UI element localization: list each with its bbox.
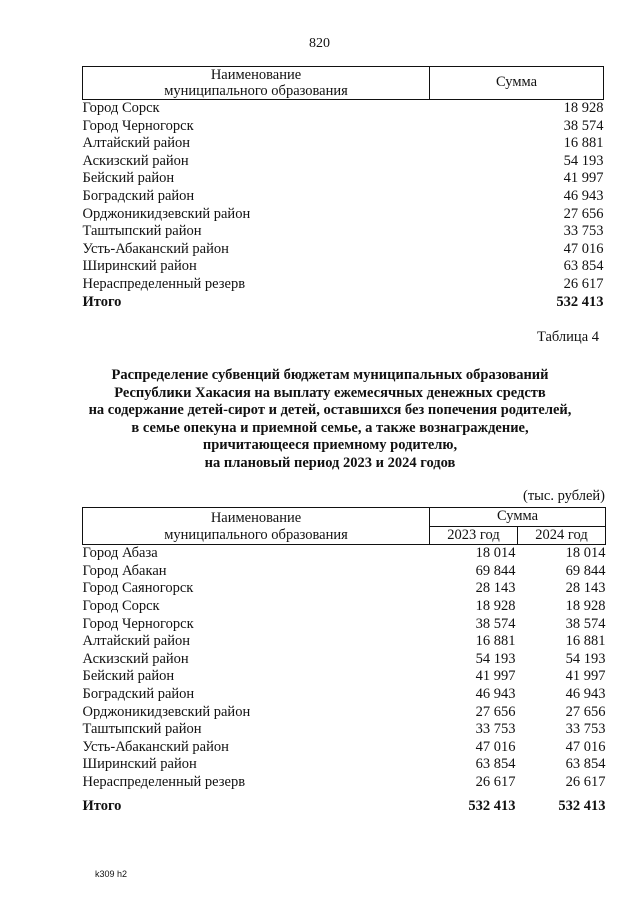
row-name: Город Сорск	[82, 100, 160, 116]
row-value-2023: 26 617	[475, 773, 516, 790]
table-2	[82, 507, 606, 815]
row-value: 54 193	[563, 152, 604, 169]
total-value: 532 413	[556, 293, 604, 310]
table-label: Таблица 4	[536, 329, 599, 345]
title-line: в семье опекуна и приемной семье, а также вознаграждение,	[131, 419, 529, 436]
row-value-2024: 28 143	[565, 580, 606, 597]
row-name: Город Сорск	[82, 597, 160, 614]
row-name: Орджоникидзевский район	[82, 205, 251, 222]
table-row	[83, 633, 606, 651]
row-name: Аскизский район	[82, 152, 189, 169]
title-line: Республики Хакасия на выплату ежемесячных денежных средств	[114, 384, 546, 401]
row-value-2024: 69 844	[565, 562, 606, 579]
table-2-header-2024: 2024 год	[518, 526, 606, 545]
row-name: Алтайский район	[82, 135, 190, 152]
table-row	[83, 258, 604, 276]
row-name: Таштыпский район	[82, 721, 202, 738]
row-value-2024: 27 656	[565, 703, 606, 720]
row-value-2023: 46 943	[475, 685, 516, 702]
row-value-2023: 63 854	[475, 756, 516, 773]
table-row	[83, 241, 604, 259]
units-label: (тыс. рублей)	[523, 488, 605, 504]
total-label: Итого	[82, 797, 122, 814]
row-name: Город Черногорск	[82, 117, 194, 134]
row-value-2024: 47 016	[565, 738, 606, 755]
row-value-2024: 26 617	[565, 773, 606, 790]
row-name: Орджоникидзевский район	[82, 703, 251, 720]
table-row	[83, 118, 604, 136]
row-value-2024: 33 753	[565, 721, 606, 738]
table-row	[83, 651, 606, 669]
row-value-2023: 41 997	[475, 668, 516, 685]
row-value-2024: 16 881	[565, 633, 606, 650]
row-name: Город Саяногорск	[82, 580, 194, 597]
table-row	[83, 756, 606, 774]
table-row	[83, 774, 606, 792]
row-name: Нераспределенный резерв	[82, 773, 246, 790]
row-name: Город Черногорск	[82, 615, 194, 632]
table-row	[83, 153, 604, 171]
table-row	[83, 598, 606, 616]
table-2-body	[83, 545, 606, 815]
total-row	[83, 294, 604, 312]
title-line: Распределение субвенций бюджетам муниципальных образований	[111, 367, 549, 383]
total-label: Итого	[82, 293, 122, 310]
row-name: Боградский район	[82, 685, 195, 702]
row-value-2024: 18 928	[565, 597, 606, 614]
row-value-2023: 27 656	[475, 703, 516, 720]
table-row	[83, 739, 606, 757]
row-value-2023: 38 574	[475, 615, 516, 632]
table-1-header-name: Наименование муниципального образования	[83, 67, 430, 100]
table-row	[83, 563, 606, 581]
table-1-header	[83, 67, 604, 100]
row-name: Бейский район	[82, 668, 175, 685]
table-2-header-row-1	[83, 508, 606, 527]
row-value-2024: 54 193	[565, 650, 606, 667]
row-value-2024: 38 574	[565, 615, 606, 632]
row-value: 63 854	[563, 258, 604, 275]
row-value: 47 016	[563, 240, 604, 257]
row-value: 26 617	[563, 275, 604, 292]
row-value-2023: 69 844	[475, 562, 516, 579]
row-value: 27 656	[563, 205, 604, 222]
row-name: Алтайский район	[82, 633, 190, 650]
row-value-2023: 18 014	[475, 545, 516, 562]
row-value-2024: 46 943	[565, 685, 606, 702]
row-name: Усть-Абаканский район	[82, 240, 229, 257]
table-row	[83, 100, 604, 118]
row-value: 38 574	[563, 117, 604, 134]
row-value: 18 928	[563, 100, 604, 116]
row-name: Бейский район	[82, 170, 175, 187]
title-line: причитающееся приемному родителю,	[202, 437, 458, 454]
footer-code: k309 h2	[95, 869, 128, 879]
table-row	[83, 721, 606, 739]
title-line: на содержание детей-сирот и детей, оставшихся без попечения родителей,	[88, 402, 572, 419]
row-value-2023: 47 016	[475, 738, 516, 755]
table-1-body	[83, 100, 604, 312]
table-row	[83, 170, 604, 188]
table-2-header-sum: Сумма	[430, 508, 606, 527]
row-value-2023: 54 193	[475, 650, 516, 667]
total-row	[83, 792, 606, 816]
row-value: 46 943	[563, 187, 604, 204]
row-value-2023: 28 143	[475, 580, 516, 597]
row-name: Таштыпский район	[82, 223, 202, 240]
row-value-2024: 41 997	[565, 668, 606, 685]
row-value-2023: 33 753	[475, 721, 516, 738]
row-value: 33 753	[563, 223, 604, 240]
row-value: 41 997	[563, 170, 604, 187]
row-name: Усть-Абаканский район	[82, 738, 229, 755]
row-name: Нераспределенный резерв	[82, 275, 246, 292]
table-row	[83, 545, 606, 563]
table-row	[83, 704, 606, 722]
total-value-2023: 532 413	[468, 797, 516, 814]
row-name: Аскизский район	[82, 650, 189, 667]
table-row	[83, 206, 604, 224]
table-row	[83, 616, 606, 634]
table-row	[83, 686, 606, 704]
table-row	[83, 276, 604, 294]
table-1-header-sum: Сумма	[430, 67, 604, 100]
row-name: Город Абакан	[82, 562, 167, 579]
table-row	[83, 223, 604, 241]
table-row	[83, 135, 604, 153]
table-row	[83, 668, 606, 686]
title-line: на плановый период 2023 и 2024 годов	[204, 454, 456, 471]
row-name: Ширинский район	[82, 258, 197, 275]
total-value-2024: 532 413	[558, 797, 606, 814]
row-value: 16 881	[563, 135, 604, 152]
row-name: Ширинский район	[82, 756, 197, 773]
row-value-2023: 16 881	[475, 633, 516, 650]
row-value-2024: 18 014	[565, 545, 606, 562]
table-2-header-name: Наименование муниципального образования	[83, 508, 430, 545]
table-2-header-2023: 2023 год	[430, 526, 518, 545]
table-row	[83, 580, 606, 598]
table-2-title	[60, 367, 600, 473]
table-1	[82, 66, 604, 311]
row-name: Боградский район	[82, 187, 195, 204]
row-value-2024: 63 854	[565, 756, 606, 773]
row-name: Город Абаза	[82, 545, 158, 562]
page-number: 820	[309, 36, 330, 51]
table-row	[83, 188, 604, 206]
row-value-2023: 18 928	[475, 597, 516, 614]
